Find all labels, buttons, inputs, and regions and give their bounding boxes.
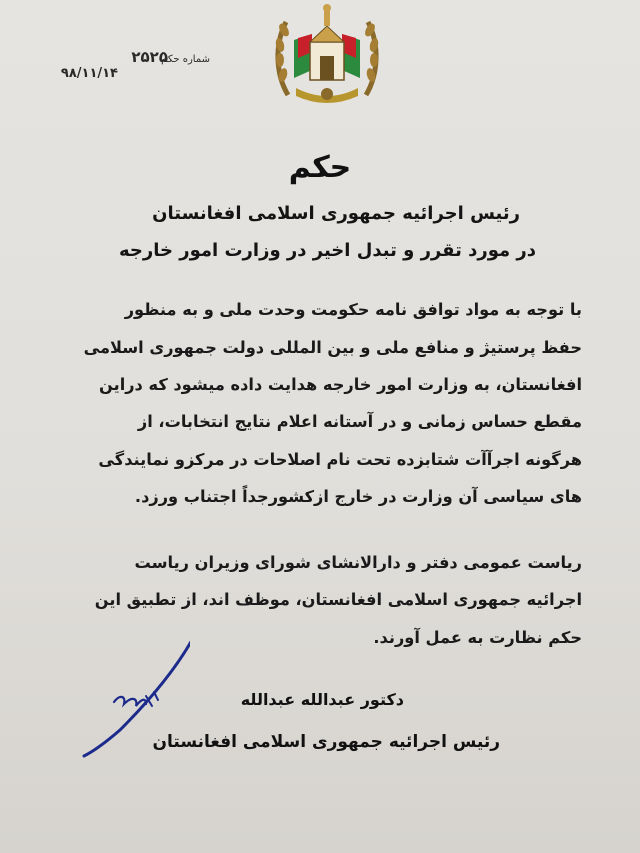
decree-date: ۹۸/۱۱/۱۴ [60,66,118,81]
subject-line: در مورد تقرر و تبدل اخیر در وزارت امور خارجه [118,240,536,261]
signatory-title: رئیس اجرائیه جمهوری اسلامی افغانستان [152,732,500,752]
document-title: حکم [288,150,352,185]
body-line: اجرائیه جمهوری اسلامی افغانستان، موظف اند، از تطبیق این [94,590,582,609]
signatory-name: دکتور عبدالله عبدالله [240,690,404,709]
body-line: افغانستان، به وزارت امور خارجه هدایت داده میشود که دراین [99,375,582,394]
body-line: با توجه به مواد توافق نامه حکومت وحدت ملی و به منظور [124,300,582,319]
body-line: مقطع حساس زمانی و در آستانه اعلام نتایج انتخابات، از [137,412,582,431]
body-line: ریاست عمومی دفتر و دارالانشای شورای وزیران ریاست [134,553,582,572]
decree-number-label: شماره حکم [161,54,210,65]
body-line: های سیاسی آن وزارت در خارج ازکشورجداً اجتناب ورزد. [134,487,582,506]
body-line: حکم نظارت به عمل آورند. [373,628,582,647]
body-line: هرگونه اجرآآت شتابزده تحت نام اصلاحات در مرکزو نمایندگی [98,450,582,469]
decree-number-block [50,48,210,84]
decree-number: ۲۵۲۵ [131,48,168,66]
emblem-icon [268,0,386,108]
issuer-line: رئیس اجرائیه جمهوری اسلامی افغانستان [152,203,520,224]
body-line: حفظ پرستیژ و منافع ملی و بین المللی دولت جمهوری اسلامی [83,338,582,357]
